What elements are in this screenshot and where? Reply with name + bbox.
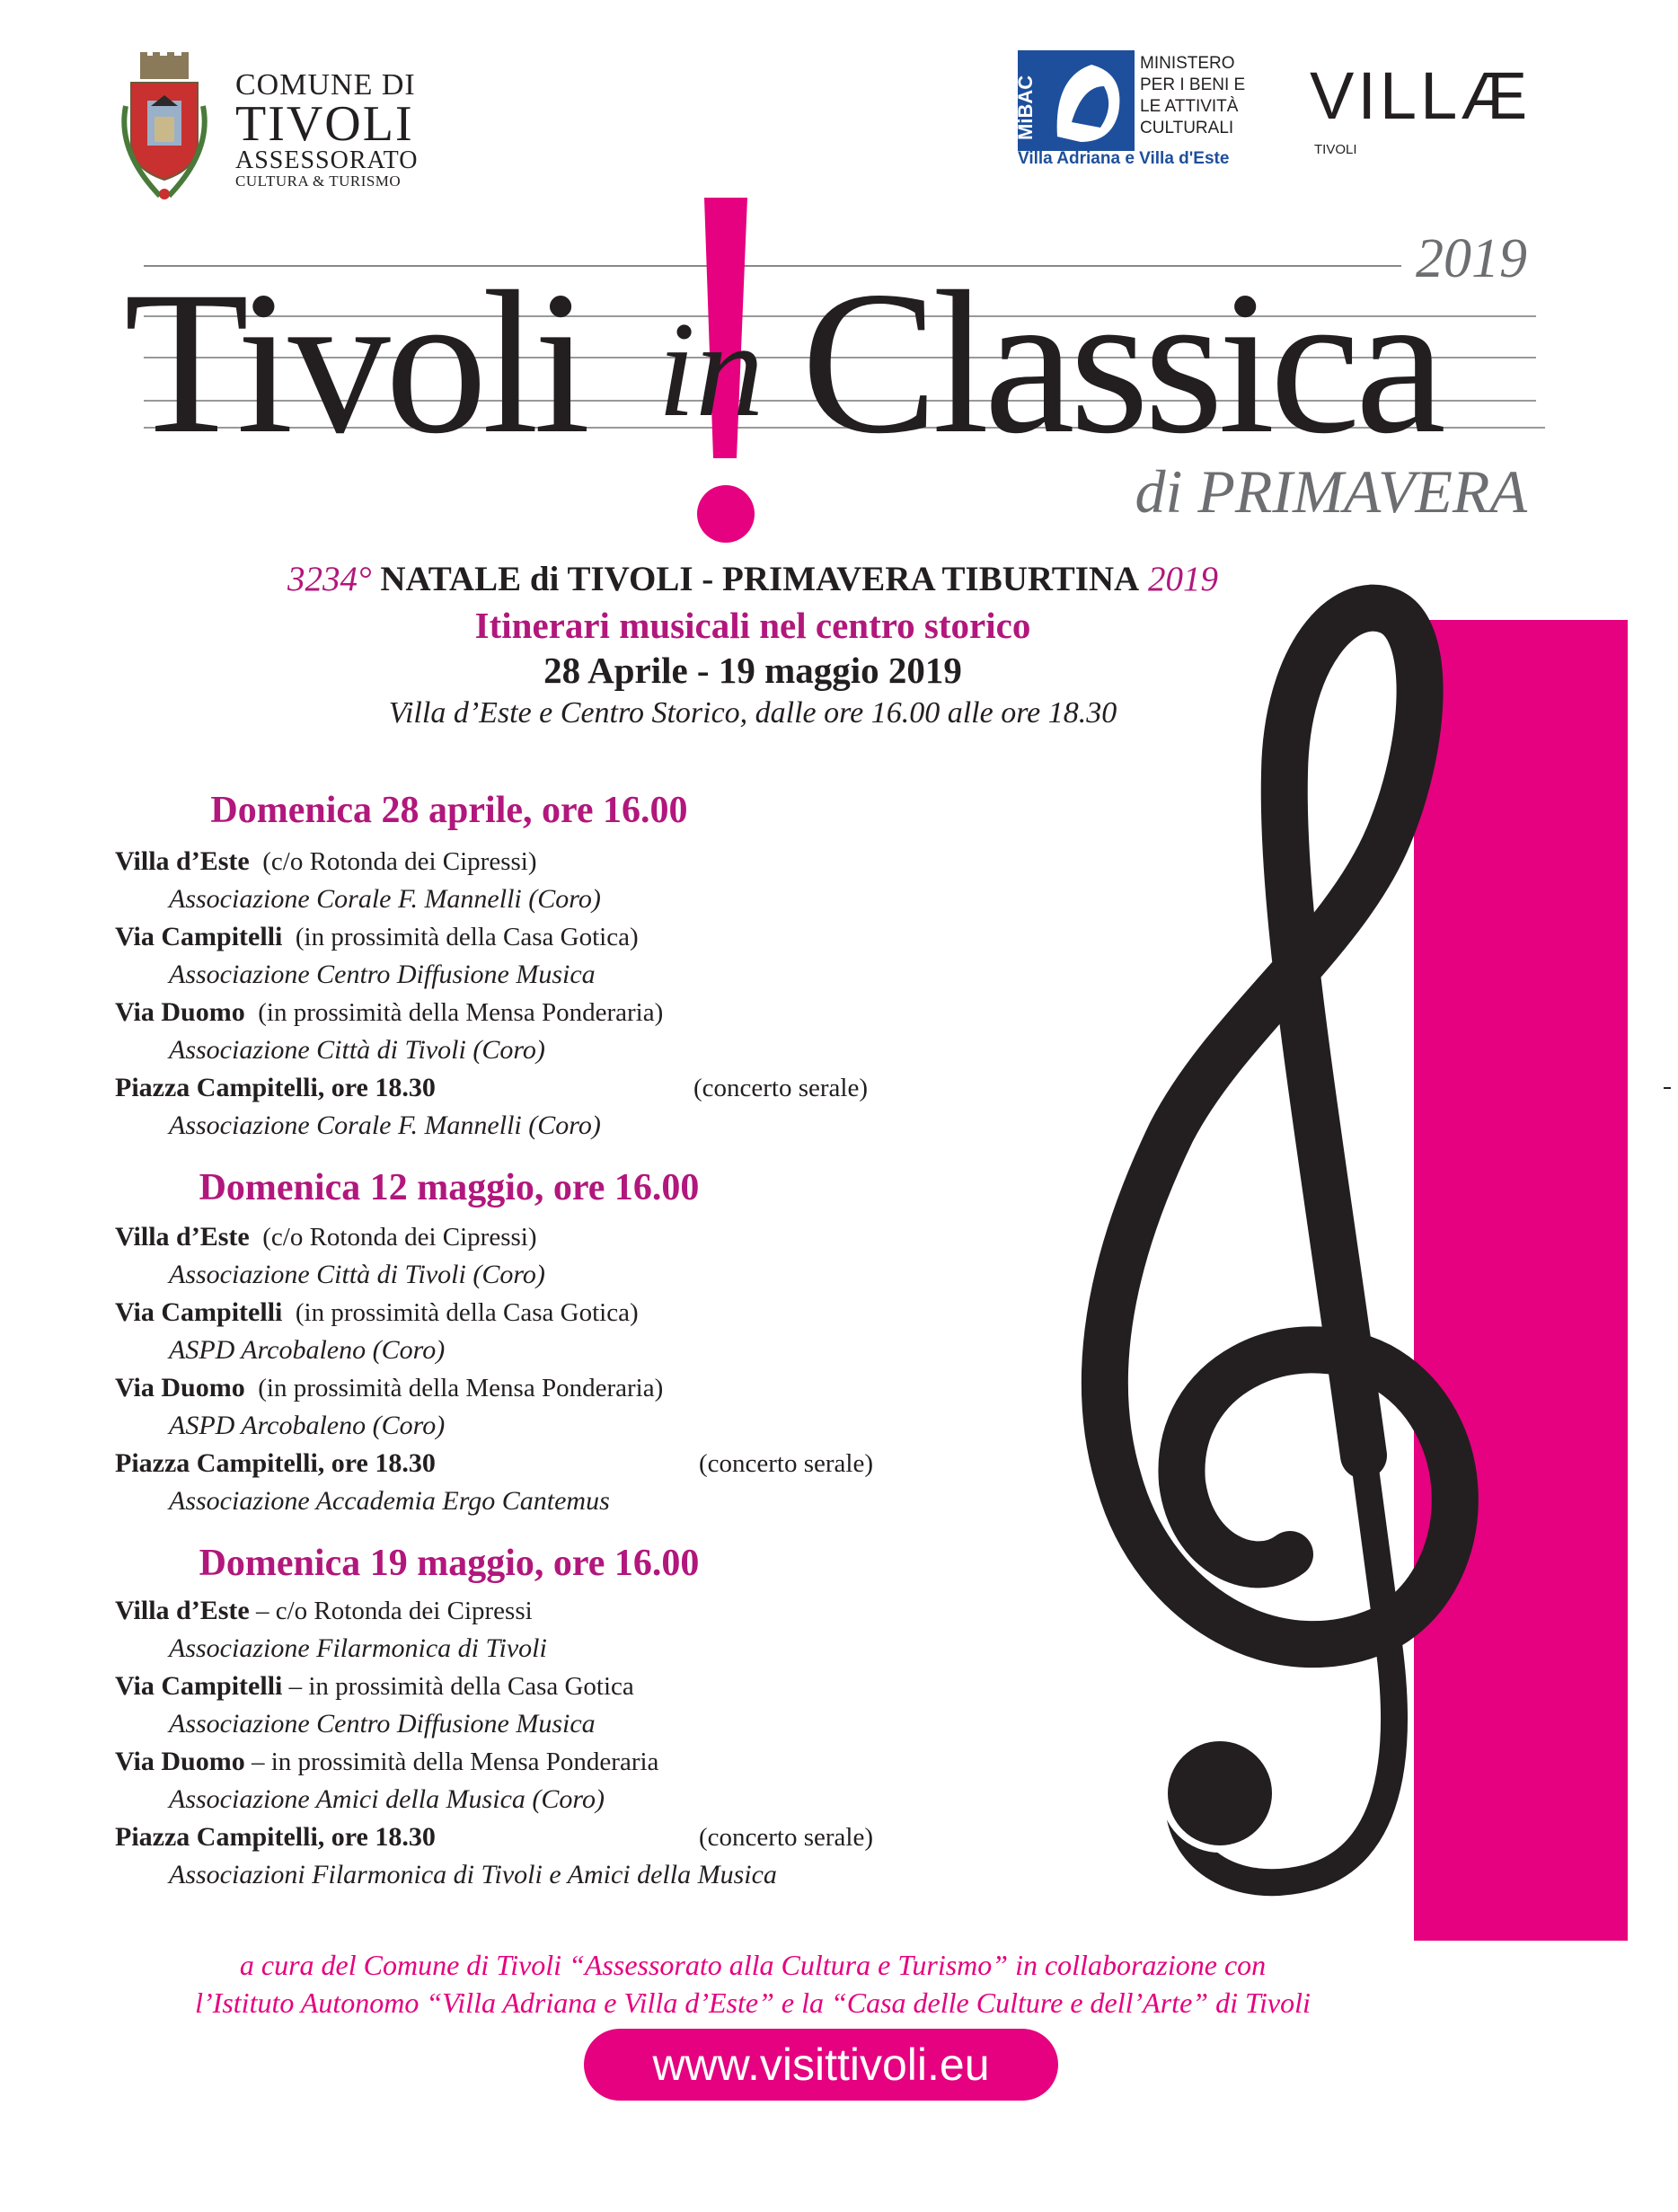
performer: Associazione Corale F. Mannelli (Coro) [169, 1110, 601, 1140]
venue-place: Via Duomo [115, 997, 245, 1027]
natale-number: 3234° [287, 560, 372, 598]
venue-detail: (c/o Rotonda dei Cipressi) [262, 1223, 537, 1252]
venue-place: Via Campitelli [115, 1297, 283, 1327]
credit-text [0, 1946, 1592, 2022]
title-subtitle: di PRIMAVERA [1135, 457, 1527, 526]
venue-place: Villa d’Este [115, 1596, 250, 1625]
venue-row [115, 1668, 634, 1705]
venue-place: Via Campitelli [115, 922, 283, 951]
venue-place: Piazza Campitelli, ore 18.30 [115, 1073, 436, 1102]
venue-place: Piazza Campitelli, ore 18.30 [115, 1822, 436, 1852]
ministero-line1: MINISTERO [1140, 54, 1235, 73]
venue-row [115, 918, 639, 956]
ministero-line2: PER I BENI E [1140, 75, 1246, 94]
day-heading: Domenica 19 maggio, ore 16.00 [199, 1543, 700, 1584]
performer: Associazione Centro Diffusione Musica [169, 1709, 596, 1739]
ministero-sub: Villa Adriana e Villa d'Este [1018, 149, 1230, 168]
villae-sub: TIVOLI [1314, 142, 1357, 157]
comune-line1: COMUNE DI [235, 68, 416, 102]
performer: Associazione Filarmonica di Tivoli [169, 1633, 547, 1663]
credit-line2: l’Istituto Autonomo “Villa Adriana e Villa d’Este” e la “Casa delle Culture e dell’Arte” di Tivoli [195, 1986, 1311, 2019]
edge-tick [1664, 1087, 1671, 1089]
tivoli-coat-of-arms-icon [115, 52, 214, 203]
venue-row [115, 843, 537, 880]
venue-row [115, 1818, 436, 1856]
venue-row [115, 1218, 537, 1256]
mibac-acronym: MiBAC [1014, 75, 1037, 140]
day-heading: Domenica 12 maggio, ore 16.00 [199, 1167, 700, 1208]
venue-detail: (in prossimità della Mensa Ponderaria) [258, 1374, 664, 1402]
venue-place: Villa d’Este [115, 846, 250, 876]
performer: Associazione Città di Tivoli (Coro) [169, 1035, 545, 1065]
performer: ASPD Arcobaleno (Coro) [169, 1411, 446, 1440]
title-word-in: in [658, 294, 764, 445]
mibac-logo [1014, 50, 1251, 168]
concert-note: (concerto serale) [699, 1449, 874, 1478]
venue-detail: – in prossimità della Mensa Ponderaria [251, 1747, 659, 1776]
title-year: 2019 [1416, 228, 1527, 289]
venue-detail: – c/o Rotonda dei Cipressi [255, 1597, 533, 1625]
natale-text: NATALE di TIVOLI - PRIMAVERA TIBURTINA [380, 560, 1140, 598]
villae-name: VILLÆ [1310, 58, 1532, 133]
treble-clef-icon [1011, 557, 1479, 1986]
website-link[interactable]: www.visittivoli.eu [584, 2029, 1058, 2101]
venue-row [115, 1445, 436, 1482]
ministero-line4: CULTURALI [1140, 119, 1234, 137]
venue-row [115, 1369, 663, 1407]
event-dates: 28 Aprile - 19 maggio 2019 [543, 650, 962, 691]
performer: Associazione Corale F. Mannelli (Coro) [169, 884, 601, 914]
venue-place: Via Duomo [115, 1747, 245, 1776]
festival-title [108, 198, 1545, 557]
concert-note: (concerto serale) [699, 1823, 874, 1852]
venue-row [115, 1294, 639, 1332]
venue-place: Via Duomo [115, 1373, 245, 1402]
ministero-line3: LE ATTIVITÀ [1140, 97, 1239, 116]
venue-place: Villa d’Este [115, 1222, 250, 1252]
comune-line2: TIVOLI [235, 96, 414, 152]
venue-row [115, 994, 663, 1031]
title-word1: Tivoli [124, 250, 586, 476]
credit-line1: a cura del Comune di Tivoli “Assessorato alla Cultura e Turismo” in collaborazione con [239, 1949, 1267, 1981]
venue-row [115, 1592, 533, 1630]
venue-detail: (in prossimità della Casa Gotica) [295, 923, 639, 951]
venue-row [115, 1069, 436, 1107]
event-venue: Villa d’Este e Centro Storico, dalle ore 16.00 alle ore 18.30 [388, 696, 1117, 730]
venue-place: Piazza Campitelli, ore 18.30 [115, 1448, 436, 1478]
performer: Associazione Amici della Musica (Coro) [169, 1784, 605, 1814]
villae-logo [1310, 58, 1534, 157]
performer: ASPD Arcobaleno (Coro) [169, 1335, 446, 1365]
performer: Associazione Accademia Ergo Cantemus [169, 1486, 610, 1516]
performer: Associazioni Filarmonica di Tivoli e Amici della Musica [169, 1860, 777, 1889]
comune-line4: CULTURA & TURISMO [235, 173, 402, 190]
performer: Associazione Città di Tivoli (Coro) [169, 1260, 545, 1289]
venue-detail: (in prossimità della Mensa Ponderaria) [258, 998, 664, 1027]
concert-note: (concerto serale) [693, 1074, 869, 1102]
performer: Associazione Centro Diffusione Musica [169, 960, 596, 989]
day-heading: Domenica 28 aprile, ore 16.00 [210, 790, 688, 831]
comune-line3: ASSESSORATO [235, 146, 419, 175]
venue-detail: – in prossimità della Casa Gotica [288, 1672, 634, 1701]
venue-place: Via Campitelli [115, 1671, 283, 1701]
tagline: Itinerari musicali nel centro storico [474, 605, 1031, 646]
comune-di-tivoli-logo-text [235, 70, 442, 189]
venue-row [115, 1743, 658, 1781]
venue-detail: (c/o Rotonda dei Cipressi) [262, 847, 537, 876]
natale-year: 2019 [1147, 560, 1218, 598]
title-word2: Classica [801, 250, 1441, 476]
venue-detail: (in prossimità della Casa Gotica) [295, 1298, 639, 1327]
